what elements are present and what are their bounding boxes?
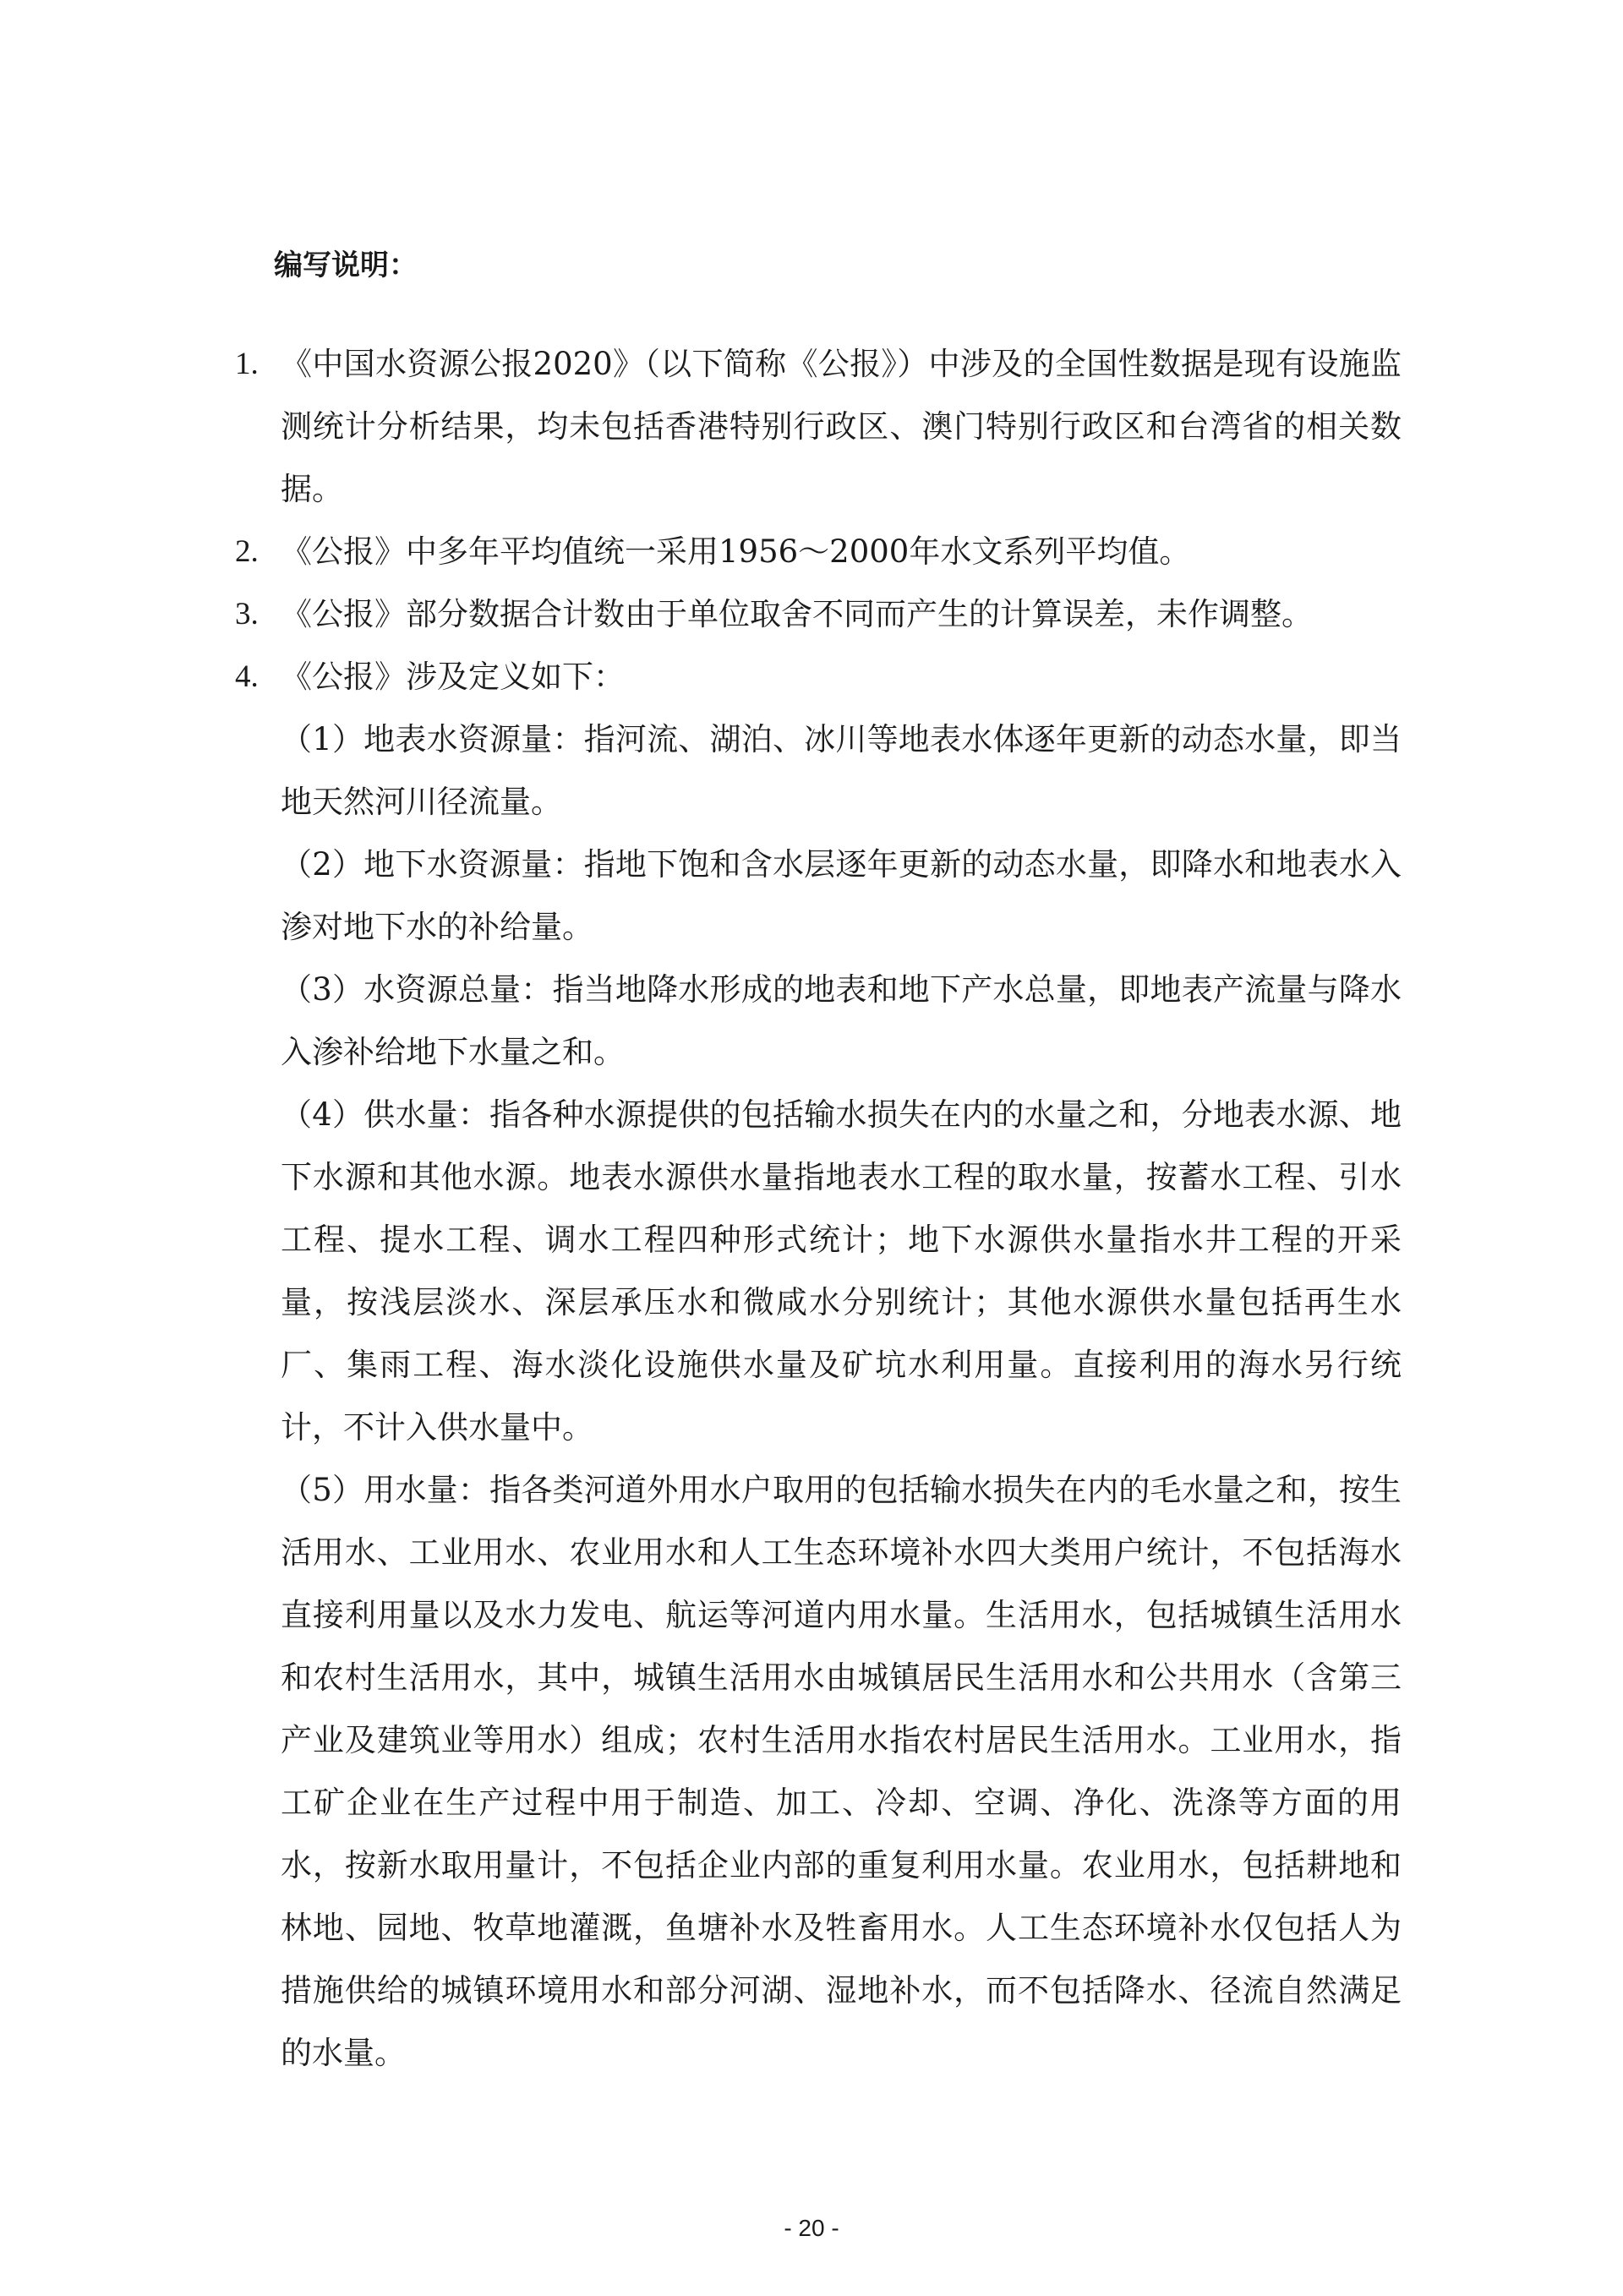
list-item-text: 《中国水资源公报2020》（以下简称《公报》）中涉及的全国性数据是现有设施监测统计分析结果，均未包括香港特别行政区、澳门特别行政区和台湾省的相关数据。 bbox=[281, 346, 1402, 507]
definition-total-water-resources: （3）水资源总量：指当地降水形成的地表和地下产水总量，即地表产流量与降水入渗补给地下水量之和。 bbox=[281, 971, 1402, 1070]
list-item-4 bbox=[235, 646, 1402, 708]
list-item-number: 3. bbox=[235, 597, 259, 631]
definition-water-supply: （4）供水量：指各种水源提供的包括输水损失在内的水量之和，分地表水源、地下水源和其他水源。地表水源供水量指地表水工程的取水量，按蓄水工程、引水工程、提水工程、调水工程四种形式统计；地下水源供水量指水井工程的开采量，按浅层淡水、深层承压水和微咸水分别统计；其他水源供水量包括再生水厂、集雨工程、海水淡化设施供水量及矿坑水利用量。直接利用的海水另行统计，不计入供水量中。 bbox=[281, 1096, 1402, 1446]
list-item-text: 《公报》中多年平均值统一采用1956～2000年水文系列平均值。 bbox=[281, 533, 1191, 570]
list-item-text: 《公报》部分数据合计数由于单位取舍不同而产生的计算误差，未作调整。 bbox=[281, 596, 1313, 632]
list-item-2 bbox=[235, 521, 1402, 583]
page-number: - 20 - bbox=[784, 2215, 839, 2241]
list-item-1 bbox=[235, 333, 1402, 521]
list-item-number: 2. bbox=[235, 534, 259, 569]
definition-groundwater: （2）地下水资源量：指地下饱和含水层逐年更新的动态水量，即降水和地表水入渗对地下水的补给量。 bbox=[281, 846, 1402, 945]
list-item-3 bbox=[235, 583, 1402, 646]
list-item-number: 4. bbox=[235, 659, 259, 694]
section-heading: 编写说明： bbox=[274, 249, 418, 282]
definition-surface-water: （1）地表水资源量：指河流、湖泊、冰川等地表水体逐年更新的动态水量，即当地天然河川径流量。 bbox=[281, 721, 1402, 820]
list-item-number: 1. bbox=[235, 347, 259, 381]
definition-water-use: （5）用水量：指各类河道外用水户取用的包括输水损失在内的毛水量之和，按生活用水、工业用水、农业用水和人工生态环境补水四大类用户统计，不包括海水直接利用量以及水力发电、航运等河道内用水量。生活用水，包括城镇生活用水和农村生活用水，其中，城镇生活用水由城镇居民生活用水和公共用水（含第三产业及建筑业等用水）组成；农村生活用水指农村居民生活用水。工业用水，指工矿企业在生产过程中用于制造、加工、冷却、空调、净化、洗涤等方面的用水，按新水取用量计，不包括企业内部的重复利用水量。农业用水，包括耕地和林地、园地、牧草地灌溉，鱼塘补水及牲畜用水。人工生态环境补水仅包括人为措施供给的城镇环境用水和部分河湖、湿地补水，而不包括降水、径流自然满足的水量。 bbox=[281, 1472, 1402, 2071]
list-item-text: 《公报》涉及定义如下： bbox=[281, 659, 625, 695]
